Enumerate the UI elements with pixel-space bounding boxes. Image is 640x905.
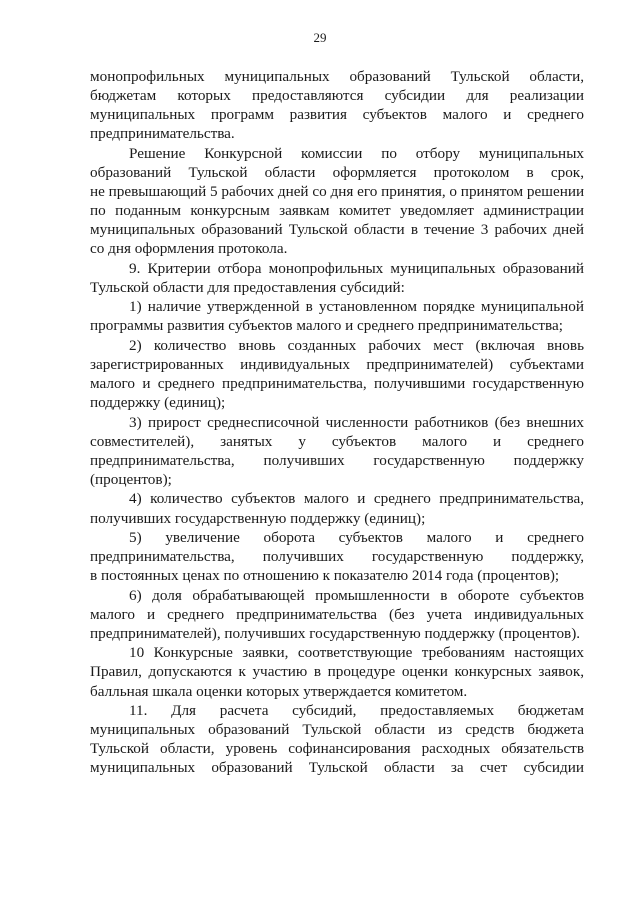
text-line: 3) прирост среднесписочной численности работников (без внешних: [129, 413, 584, 431]
document-body: [90, 67, 584, 778]
text-line: Тульской области, уровень софинансирования расходных обязательств: [90, 740, 584, 758]
text-line: не превышающий 5 рабочих дней со дня его принятия, о принятом решении: [90, 182, 585, 200]
paragraph: [90, 67, 584, 143]
text-line: муниципальных образований Тульской области из средств бюджета: [90, 721, 584, 739]
text-line: муниципальных образований Тульской области за счет субсидии: [90, 759, 584, 777]
paragraph: [90, 701, 584, 777]
text-line: предпринимательства.: [90, 125, 235, 143]
text-line: по поданным конкурсным заявкам комитет уведомляет администрации: [90, 202, 584, 220]
text-line: со дня оформления протокола.: [90, 240, 288, 258]
paragraph: [90, 297, 584, 335]
paragraph: [90, 144, 584, 259]
text-line: предпринимательства, получивших государственную поддержку,: [90, 548, 584, 566]
paragraph: [90, 528, 584, 585]
text-line: балльная шкала оценки которых утверждается комитетом.: [90, 682, 468, 700]
text-line: муниципальных образований Тульской области в течение 3 рабочих дней: [90, 221, 584, 239]
text-line: совместителей), занятых у субъектов малого и среднего: [90, 432, 584, 450]
text-line: предпринимателей), получивших государственную поддержку (процентов).: [90, 624, 581, 642]
text-line: 2) количество вновь созданных рабочих мест (включая вновь: [129, 336, 584, 354]
text-line: получивших государственную поддержку (единиц);: [90, 509, 426, 527]
text-line: 11. Для расчета субсидий, предоставляемых бюджетам: [129, 702, 584, 719]
text-line: малого и среднего предпринимательства, получившими государственную: [90, 375, 584, 393]
text-line: 4) количество субъектов малого и среднего предпринимательства,: [129, 490, 584, 508]
text-line: Тульской области для предоставления субсидий:: [90, 278, 405, 296]
paragraph: [90, 259, 584, 297]
text-line: монопрофильных муниципальных образований Тульской области,: [90, 68, 584, 85]
paragraph: [90, 336, 584, 412]
text-line: 6) доля обрабатывающей промышленности в обороте субъектов: [129, 586, 584, 604]
text-line: образований Тульской области оформляется протоколом в срок,: [90, 163, 584, 181]
text-line: (процентов);: [90, 470, 172, 488]
text-line: Правил, допускаются к участию в процедуре оценки конкурсных заявок,: [90, 663, 584, 681]
text-line: поддержку (единиц);: [90, 394, 226, 412]
paragraph: [90, 413, 584, 489]
paragraph: [90, 586, 584, 643]
paragraph: [90, 643, 584, 700]
text-line: 9. Критерии отбора монопрофильных муниципальных образований: [129, 259, 584, 277]
text-line: программы развития субъектов малого и среднего предпринимательства;: [90, 317, 563, 335]
text-line: муниципальных программ развития субъектов малого и среднего: [90, 106, 584, 124]
text-line: в постоянных ценах по отношению к показателю 2014 года (процентов);: [90, 567, 560, 585]
text-line: зарегистрированных индивидуальных предпринимателей) субъектами: [90, 355, 584, 373]
text-line: Решение Конкурсной комиссии по отбору муниципальных: [129, 144, 584, 162]
page-number: 29: [313, 30, 327, 45]
text-line: 5) увеличение оборота субъектов малого и среднего: [129, 528, 584, 546]
paragraph: [90, 489, 584, 527]
text-line: 1) наличие утвержденной в установленном порядке муниципальной: [129, 298, 584, 316]
text-line: бюджетам которых предоставляются субсидии для реализации: [90, 87, 584, 105]
text-line: малого и среднего предпринимательства (без учета индивидуальных: [90, 605, 584, 623]
text-line: предпринимательства, получивших государственную поддержку: [90, 451, 584, 469]
text-line: 10 Конкурсные заявки, соответствующие требованиям настоящих: [129, 644, 584, 662]
